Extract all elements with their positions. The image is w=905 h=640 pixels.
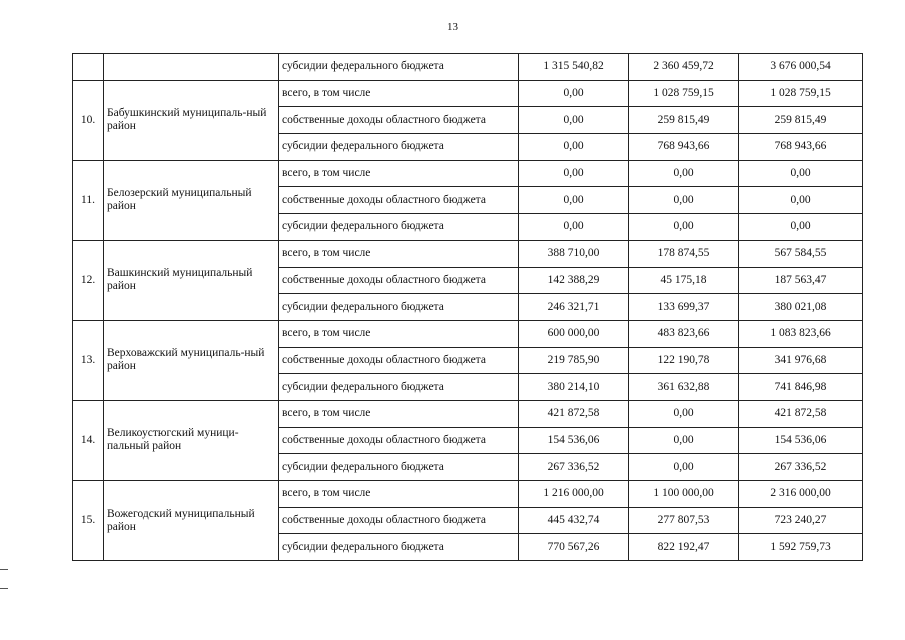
row-number-cell	[73, 54, 104, 81]
value-cell: 1 028 759,15	[739, 80, 863, 107]
district-name-cell	[104, 54, 279, 81]
value-cell: 142 388,29	[519, 267, 629, 294]
value-cell: 1 100 000,00	[629, 481, 739, 508]
value-cell: 154 536,06	[519, 427, 629, 454]
table-row	[73, 54, 863, 81]
income-type-cell: субсидии федерального бюджета	[279, 534, 519, 561]
income-type-cell: субсидии федерального бюджета	[279, 214, 519, 241]
row-number-cell: 12.	[73, 240, 104, 320]
income-type-cell: субсидии федерального бюджета	[279, 454, 519, 481]
value-cell: 1 028 759,15	[629, 80, 739, 107]
table-row	[73, 400, 863, 427]
income-type-cell: всего, в том числе	[279, 481, 519, 508]
value-cell: 259 815,49	[739, 107, 863, 134]
value-cell: 187 563,47	[739, 267, 863, 294]
value-cell: 2 316 000,00	[739, 481, 863, 508]
value-cell: 421 872,58	[519, 400, 629, 427]
value-cell: 822 192,47	[629, 534, 739, 561]
value-cell: 0,00	[519, 107, 629, 134]
value-cell: 388 710,00	[519, 240, 629, 267]
margin-mark	[0, 588, 8, 589]
value-cell: 178 874,55	[629, 240, 739, 267]
value-cell: 0,00	[629, 427, 739, 454]
income-type-cell: субсидии федерального бюджета	[279, 54, 519, 81]
income-type-cell: собственные доходы областного бюджета	[279, 347, 519, 374]
income-type-cell: субсидии федерального бюджета	[279, 134, 519, 161]
value-cell: 133 699,37	[629, 294, 739, 321]
margin-mark	[0, 569, 8, 570]
budget-table	[72, 53, 863, 561]
income-type-cell: собственные доходы областного бюджета	[279, 267, 519, 294]
row-number-cell: 10.	[73, 80, 104, 160]
district-name-cell: Верховажский муниципаль-ный район	[104, 320, 279, 400]
income-type-cell: собственные доходы областного бюджета	[279, 427, 519, 454]
row-number-cell: 15.	[73, 481, 104, 561]
value-cell: 768 943,66	[629, 134, 739, 161]
value-cell: 267 336,52	[739, 454, 863, 481]
value-cell: 0,00	[519, 80, 629, 107]
value-cell: 1 083 823,66	[739, 320, 863, 347]
value-cell: 154 536,06	[739, 427, 863, 454]
value-cell: 483 823,66	[629, 320, 739, 347]
table-row	[73, 80, 863, 107]
value-cell: 0,00	[519, 187, 629, 214]
income-type-cell: всего, в том числе	[279, 240, 519, 267]
table-row	[73, 240, 863, 267]
income-type-cell: всего, в том числе	[279, 160, 519, 187]
value-cell: 0,00	[519, 134, 629, 161]
district-name-cell: Вожегодский муниципальный район	[104, 481, 279, 561]
value-cell: 341 976,68	[739, 347, 863, 374]
table-row	[73, 320, 863, 347]
value-cell: 3 676 000,54	[739, 54, 863, 81]
value-cell: 0,00	[629, 187, 739, 214]
value-cell: 1 592 759,73	[739, 534, 863, 561]
district-name-cell: Белозерский муниципальный район	[104, 160, 279, 240]
district-name-cell: Великоустюгский муници-пальный район	[104, 400, 279, 480]
value-cell: 122 190,78	[629, 347, 739, 374]
value-cell: 768 943,66	[739, 134, 863, 161]
value-cell: 770 567,26	[519, 534, 629, 561]
page-number: 13	[447, 21, 458, 33]
value-cell: 0,00	[519, 214, 629, 241]
income-type-cell: всего, в том числе	[279, 400, 519, 427]
value-cell: 45 175,18	[629, 267, 739, 294]
income-type-cell: всего, в том числе	[279, 320, 519, 347]
value-cell: 0,00	[739, 160, 863, 187]
income-type-cell: субсидии федерального бюджета	[279, 294, 519, 321]
value-cell: 0,00	[629, 454, 739, 481]
value-cell: 0,00	[739, 187, 863, 214]
row-number-cell: 11.	[73, 160, 104, 240]
income-type-cell: собственные доходы областного бюджета	[279, 507, 519, 534]
value-cell: 277 807,53	[629, 507, 739, 534]
value-cell: 246 321,71	[519, 294, 629, 321]
value-cell: 0,00	[629, 160, 739, 187]
value-cell: 0,00	[629, 214, 739, 241]
value-cell: 600 000,00	[519, 320, 629, 347]
value-cell: 1 315 540,82	[519, 54, 629, 81]
value-cell: 567 584,55	[739, 240, 863, 267]
district-name-cell: Вашкинский муниципальный район	[104, 240, 279, 320]
table-body	[73, 54, 863, 561]
income-type-cell: всего, в том числе	[279, 80, 519, 107]
value-cell: 267 336,52	[519, 454, 629, 481]
income-type-cell: собственные доходы областного бюджета	[279, 187, 519, 214]
row-number-cell: 13.	[73, 320, 104, 400]
table-row	[73, 160, 863, 187]
value-cell: 2 360 459,72	[629, 54, 739, 81]
value-cell: 723 240,27	[739, 507, 863, 534]
table-row	[73, 481, 863, 508]
value-cell: 361 632,88	[629, 374, 739, 401]
value-cell: 421 872,58	[739, 400, 863, 427]
income-type-cell: субсидии федерального бюджета	[279, 374, 519, 401]
income-type-cell: собственные доходы областного бюджета	[279, 107, 519, 134]
value-cell: 380 021,08	[739, 294, 863, 321]
value-cell: 0,00	[629, 400, 739, 427]
row-number-cell: 14.	[73, 400, 104, 480]
value-cell: 380 214,10	[519, 374, 629, 401]
value-cell: 0,00	[519, 160, 629, 187]
district-name-cell: Бабушкинский муниципаль-ный район	[104, 80, 279, 160]
value-cell: 0,00	[739, 214, 863, 241]
value-cell: 259 815,49	[629, 107, 739, 134]
value-cell: 741 846,98	[739, 374, 863, 401]
value-cell: 219 785,90	[519, 347, 629, 374]
value-cell: 1 216 000,00	[519, 481, 629, 508]
value-cell: 445 432,74	[519, 507, 629, 534]
